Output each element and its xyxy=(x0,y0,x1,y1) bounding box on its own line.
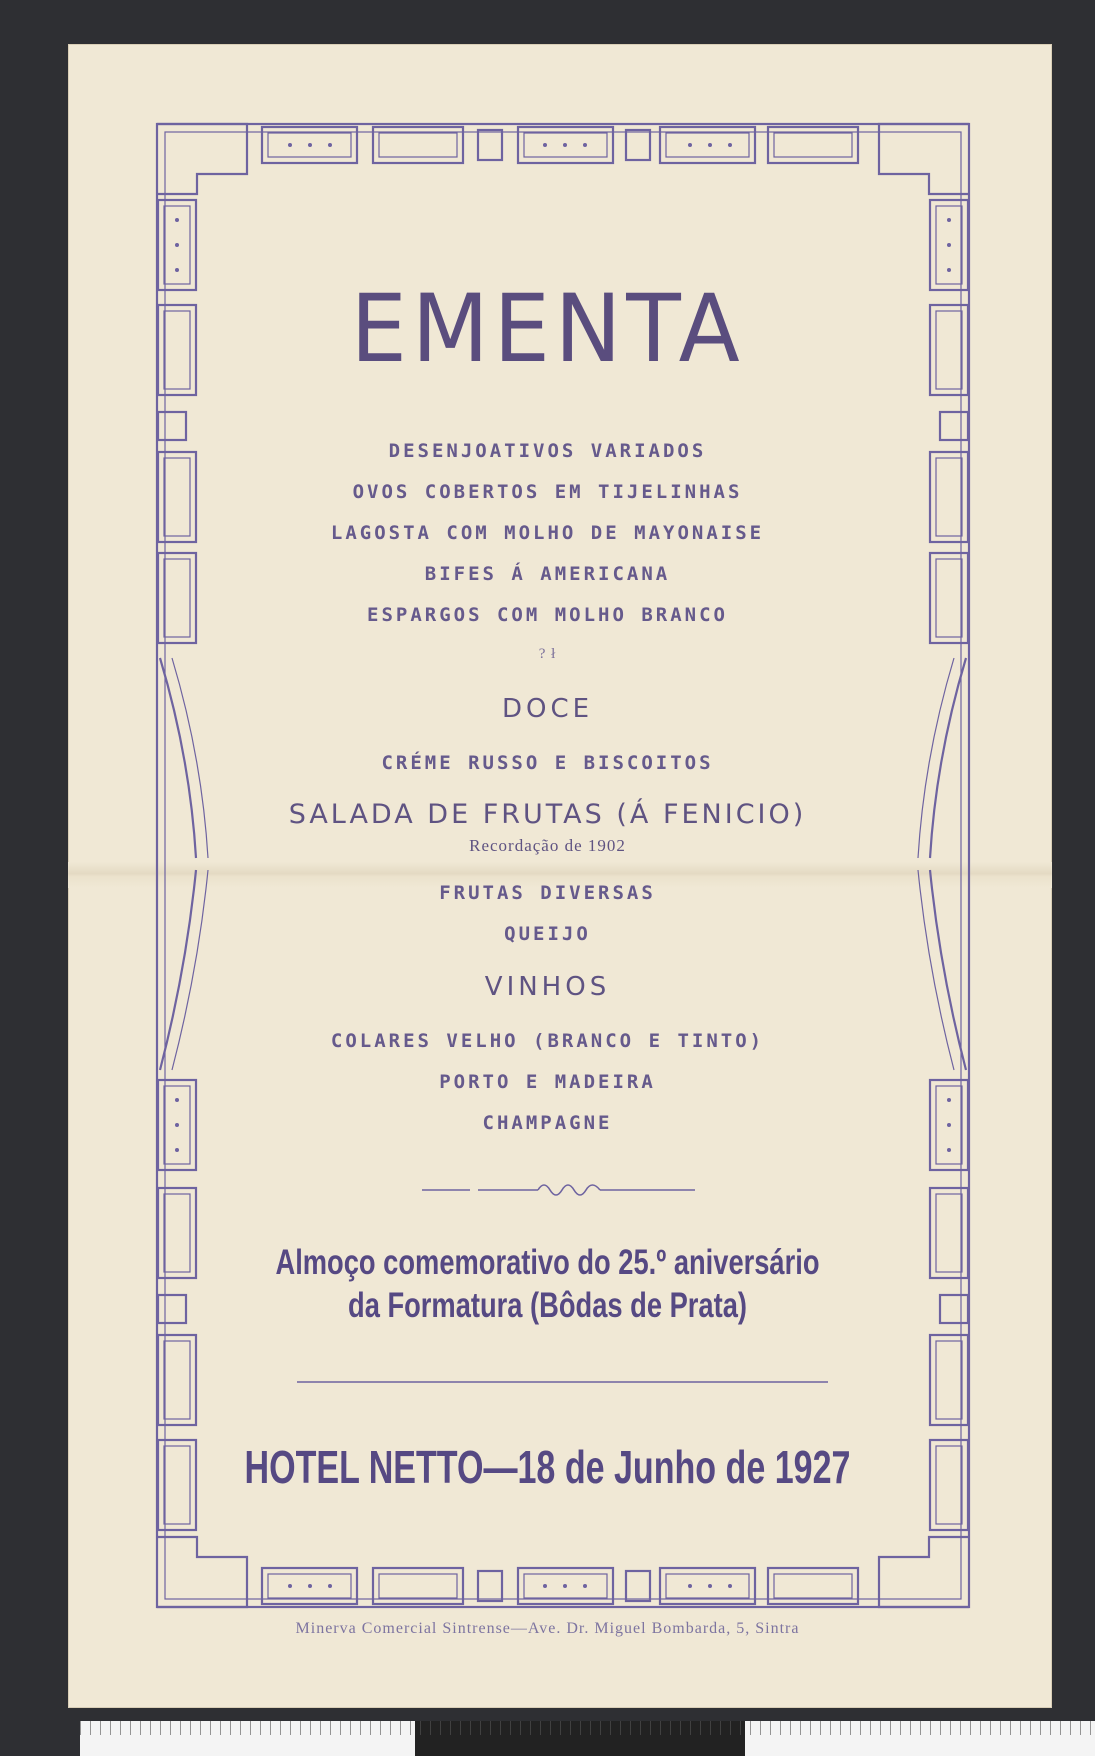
menu-item: ESPARGOS COM MOLHO BRANCO xyxy=(367,604,728,626)
occasion-line-2: da Formatura (Bôdas de Prata) xyxy=(348,1286,747,1325)
menu-item: CRÉME RUSSO E BISCOITOS xyxy=(381,752,714,774)
dessert-heading: DOCE xyxy=(501,694,594,724)
occasion-line-1: Almoço comemorativo do 25.º aniversário xyxy=(275,1243,820,1282)
menu-item: QUEIJO xyxy=(504,923,591,945)
salad-note: Recordação de 1902 xyxy=(469,836,626,855)
salad-line: SALADA DE FRUTAS (Á FENICIO) xyxy=(288,799,807,830)
menu-item: LAGOSTA COM MOLHO DE MAYONAISE xyxy=(330,522,765,544)
wine-item: COLARES VELHO (BRANCO E TINTO) xyxy=(330,1030,765,1052)
handwritten-mark: ? ł xyxy=(538,646,557,662)
menu-item: BIFES Á AMERICANA xyxy=(424,563,671,585)
menu-item: FRUTAS DIVERSAS xyxy=(439,882,656,904)
menu-title: EMENTA xyxy=(350,275,745,384)
wines-heading: VINHOS xyxy=(484,972,611,1002)
wine-item: CHAMPAGNE xyxy=(482,1112,613,1134)
printer-credit: Minerva Comercial Sintrense—Ave. Dr. Miguel Bombarda, 5, Sintra xyxy=(295,1620,800,1637)
venue-date: HOTEL NETTO—18 de Junho de 1927 xyxy=(244,1441,851,1493)
menu-item: OVOS COBERTOS EM TIJELINHAS xyxy=(352,481,743,503)
ruler-ticks xyxy=(80,1721,1095,1735)
menu-item: DESENJOATIVOS VARIADOS xyxy=(388,440,707,462)
wine-item: PORTO E MADEIRA xyxy=(439,1071,656,1093)
